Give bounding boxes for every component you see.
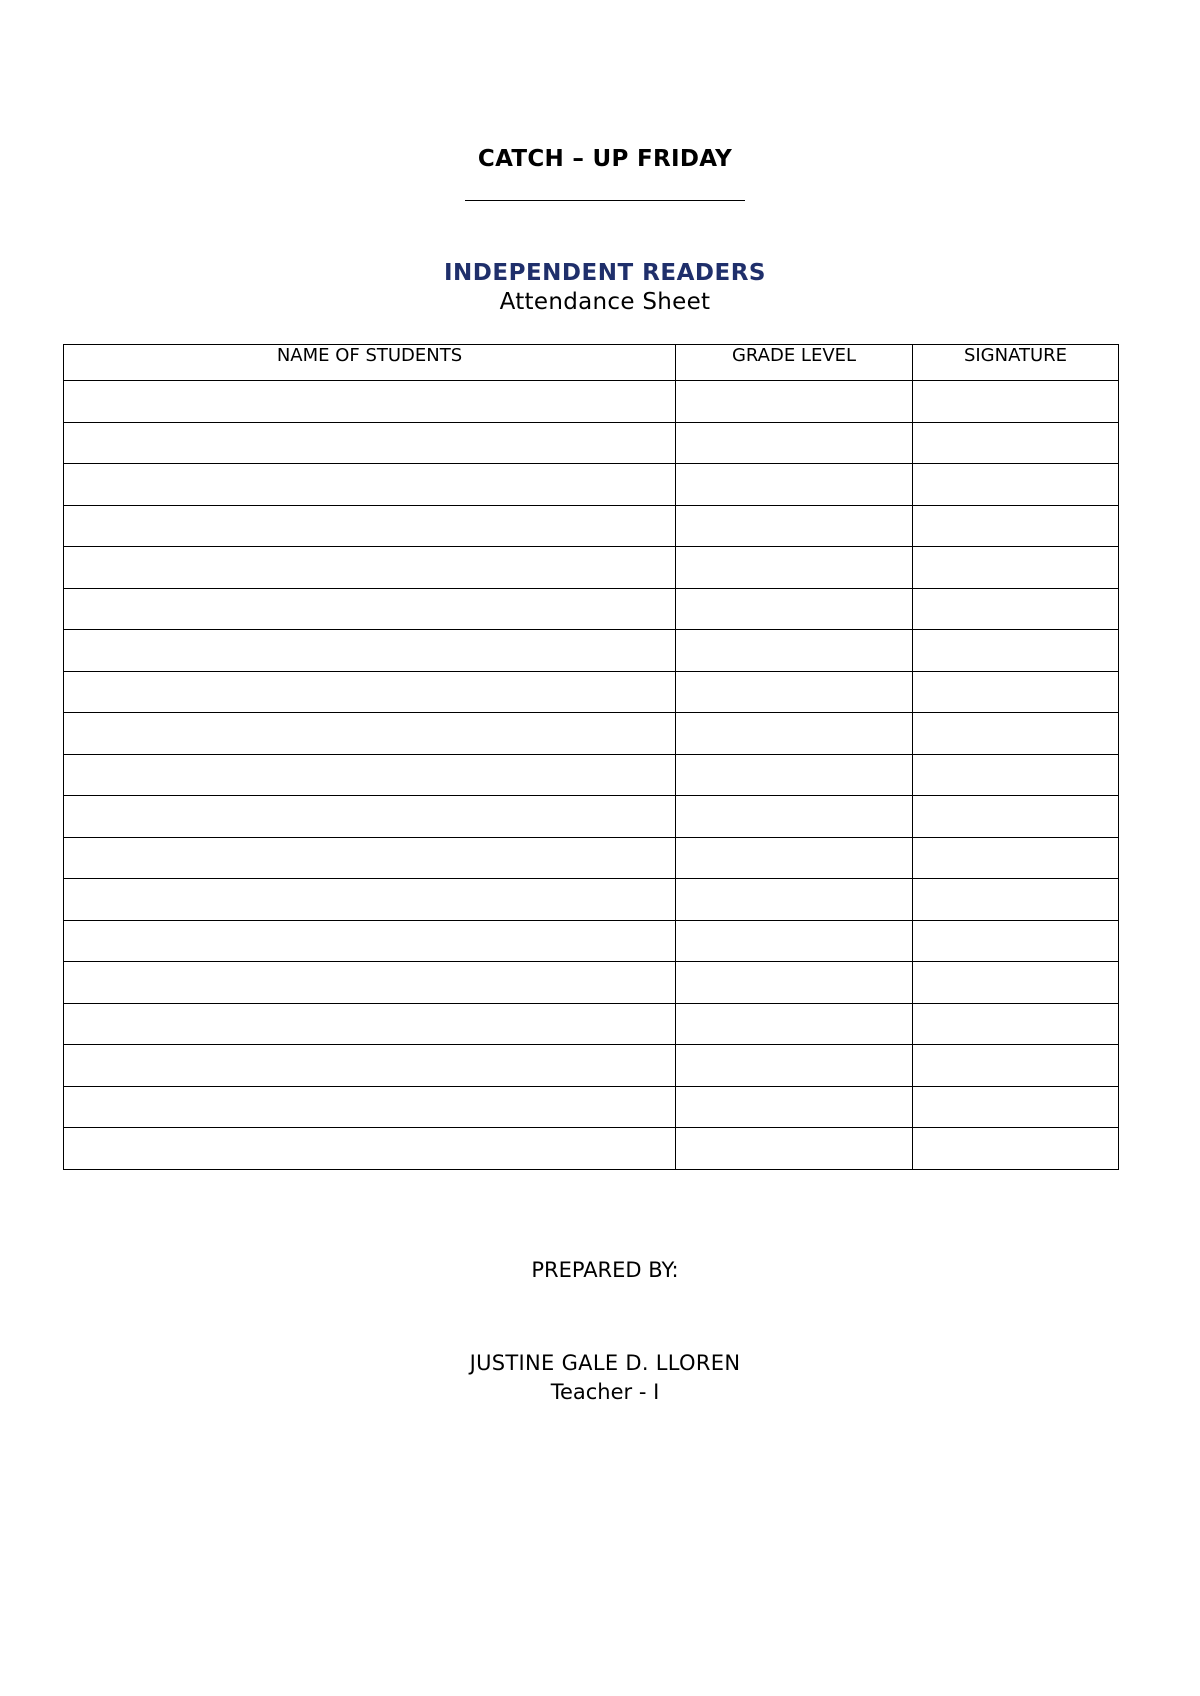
- document-subtitle: INDEPENDENT READERS: [444, 260, 766, 286]
- table-row: [64, 547, 1119, 589]
- signature-cell: [913, 1045, 1119, 1087]
- name-cell: [64, 671, 676, 713]
- grade-level-cell: [676, 920, 913, 962]
- signature-cell: [913, 464, 1119, 506]
- signature-cell: [913, 962, 1119, 1004]
- grade-level-cell: [676, 630, 913, 672]
- grade-level-cell: [676, 464, 913, 506]
- name-cell: [64, 630, 676, 672]
- name-cell: [64, 588, 676, 630]
- signature-cell: [913, 630, 1119, 672]
- name-cell: [64, 713, 676, 755]
- grade-level-cell: [676, 1086, 913, 1128]
- prepared-by-label: PREPARED BY:: [531, 1258, 679, 1282]
- signature-cell: [913, 754, 1119, 796]
- name-cell: [64, 1045, 676, 1087]
- attendance-rows: [64, 381, 1119, 1170]
- grade-level-cell: [676, 422, 913, 464]
- signature-cell: [913, 671, 1119, 713]
- grade-level-cell: [676, 879, 913, 921]
- table-row: [64, 837, 1119, 879]
- grade-level-cell: [676, 671, 913, 713]
- table-row: [64, 464, 1119, 506]
- table-row: [64, 381, 1119, 423]
- table-row: [64, 630, 1119, 672]
- name-cell: [64, 796, 676, 838]
- table-row: [64, 505, 1119, 547]
- table-header-row: [64, 345, 1119, 381]
- grade-level-cell: [676, 1045, 913, 1087]
- table-row: [64, 1128, 1119, 1170]
- table-row: [64, 962, 1119, 1004]
- table-row: [64, 671, 1119, 713]
- table-row: [64, 1086, 1119, 1128]
- grade-level-cell: [676, 796, 913, 838]
- document-title: CATCH – UP FRIDAY: [477, 146, 733, 172]
- name-cell: [64, 381, 676, 423]
- name-cell: [64, 422, 676, 464]
- table-row: [64, 920, 1119, 962]
- signature-cell: [913, 1003, 1119, 1045]
- grade-level-cell: [676, 1003, 913, 1045]
- name-cell: [64, 962, 676, 1004]
- name-cell: [64, 920, 676, 962]
- signature-cell: [913, 422, 1119, 464]
- signature-cell: [913, 1128, 1119, 1170]
- signature-cell: [913, 547, 1119, 589]
- table-row: [64, 422, 1119, 464]
- name-cell: [64, 1086, 676, 1128]
- grade-level-cell: [676, 505, 913, 547]
- grade-level-cell: [676, 547, 913, 589]
- column-header-name: NAME OF STUDENTS: [64, 345, 676, 381]
- grade-level-cell: [676, 588, 913, 630]
- table-row: [64, 879, 1119, 921]
- signature-cell: [913, 381, 1119, 423]
- signature-cell: [913, 713, 1119, 755]
- name-cell: [64, 754, 676, 796]
- signature-cell: [913, 505, 1119, 547]
- grade-level-cell: [676, 1128, 913, 1170]
- name-cell: [64, 1128, 676, 1170]
- table-row: [64, 796, 1119, 838]
- name-cell: [64, 505, 676, 547]
- attendance-table: [63, 344, 1119, 1170]
- signature-cell: [913, 920, 1119, 962]
- column-header-grade-level: GRADE LEVEL: [676, 345, 913, 381]
- table-row: [64, 1003, 1119, 1045]
- name-cell: [64, 1003, 676, 1045]
- sheet-label: Attendance Sheet: [499, 289, 711, 315]
- name-cell: [64, 837, 676, 879]
- name-cell: [64, 879, 676, 921]
- signature-cell: [913, 879, 1119, 921]
- table-row: [64, 588, 1119, 630]
- grade-level-cell: [676, 837, 913, 879]
- signature-cell: [913, 1086, 1119, 1128]
- table-row: [64, 1045, 1119, 1087]
- signature-cell: [913, 837, 1119, 879]
- signature-cell: [913, 588, 1119, 630]
- grade-level-cell: [676, 381, 913, 423]
- preparer-name: JUSTINE GALE D. LLOREN: [469, 1351, 741, 1375]
- grade-level-cell: [676, 962, 913, 1004]
- title-underline: [465, 200, 745, 201]
- name-cell: [64, 547, 676, 589]
- preparer-role: Teacher - I: [550, 1380, 660, 1404]
- grade-level-cell: [676, 754, 913, 796]
- table-row: [64, 713, 1119, 755]
- grade-level-cell: [676, 713, 913, 755]
- table-row: [64, 754, 1119, 796]
- name-cell: [64, 464, 676, 506]
- column-header-signature: SIGNATURE: [913, 345, 1119, 381]
- signature-cell: [913, 796, 1119, 838]
